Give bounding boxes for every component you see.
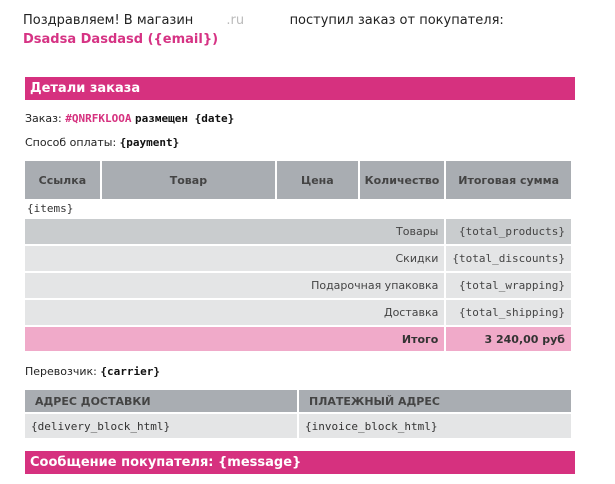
summary-row [25, 217, 571, 244]
summary-label: Подарочная упаковка [25, 271, 444, 298]
payment-line [25, 136, 179, 150]
total-value: 3 240,00 руб [446, 325, 571, 351]
greeting-text-before: Поздравляем! В магазин [23, 13, 194, 28]
customer-name: Dsadsa Dasdasd ({email}) [23, 32, 219, 47]
delivery-address-header: АДРЕС ДОСТАВКИ [25, 390, 297, 412]
col-price: Цена [277, 161, 358, 199]
col-product: Товар [102, 161, 275, 199]
summary-label: Доставка [25, 298, 444, 325]
order-details-heading: Детали заказа [25, 77, 575, 100]
col-quantity: Количество [360, 161, 445, 199]
invoice-address-header: ПЛАТЕЖНЫЙ АДРЕС [299, 390, 571, 412]
summary-value: {total_wrapping} [446, 271, 571, 298]
summary-label: Товары [25, 217, 444, 244]
summary-value: {total_products} [446, 217, 571, 244]
message-label: Сообщение покупателя: [30, 455, 214, 470]
payment-value: {payment} [119, 136, 180, 149]
summary-row [25, 298, 571, 325]
items-table [23, 161, 573, 351]
carrier-value: {carrier} [100, 365, 160, 378]
order-line [25, 112, 234, 126]
address-header-row [25, 390, 571, 412]
order-label: Заказ: [25, 112, 62, 125]
carrier-line [25, 365, 160, 379]
summary-row [25, 271, 571, 298]
invoice-address-value: {invoice_block_html} [299, 412, 571, 438]
items-placeholder: {items} [27, 201, 74, 215]
summary-value: {total_discounts} [446, 244, 571, 271]
col-total: Итоговая сумма [446, 161, 571, 199]
total-row [25, 325, 571, 351]
message-value: {message} [218, 455, 302, 470]
summary-label: Скидки [25, 244, 444, 271]
address-table [23, 390, 573, 438]
order-placed: размещен {date} [134, 112, 235, 125]
summary-value: {total_shipping} [446, 298, 571, 325]
order-reference: #QNRFKLOOA [65, 112, 132, 125]
customer-message-bar [25, 451, 575, 474]
delivery-address-value: {delivery_block_html} [25, 412, 297, 438]
items-header-row [25, 161, 571, 199]
items-row [25, 199, 571, 217]
greeting-text-after: поступил заказ от покупателя: [289, 13, 504, 28]
shop-name: .ru [197, 13, 257, 28]
address-value-row [25, 412, 571, 438]
col-link: Ссылка [25, 161, 100, 199]
greeting-line [23, 13, 504, 29]
total-label: Итого [25, 325, 444, 351]
summary-row [25, 244, 571, 271]
payment-label: Способ оплаты: [25, 136, 117, 149]
carrier-label: Перевозчик: [25, 365, 97, 378]
